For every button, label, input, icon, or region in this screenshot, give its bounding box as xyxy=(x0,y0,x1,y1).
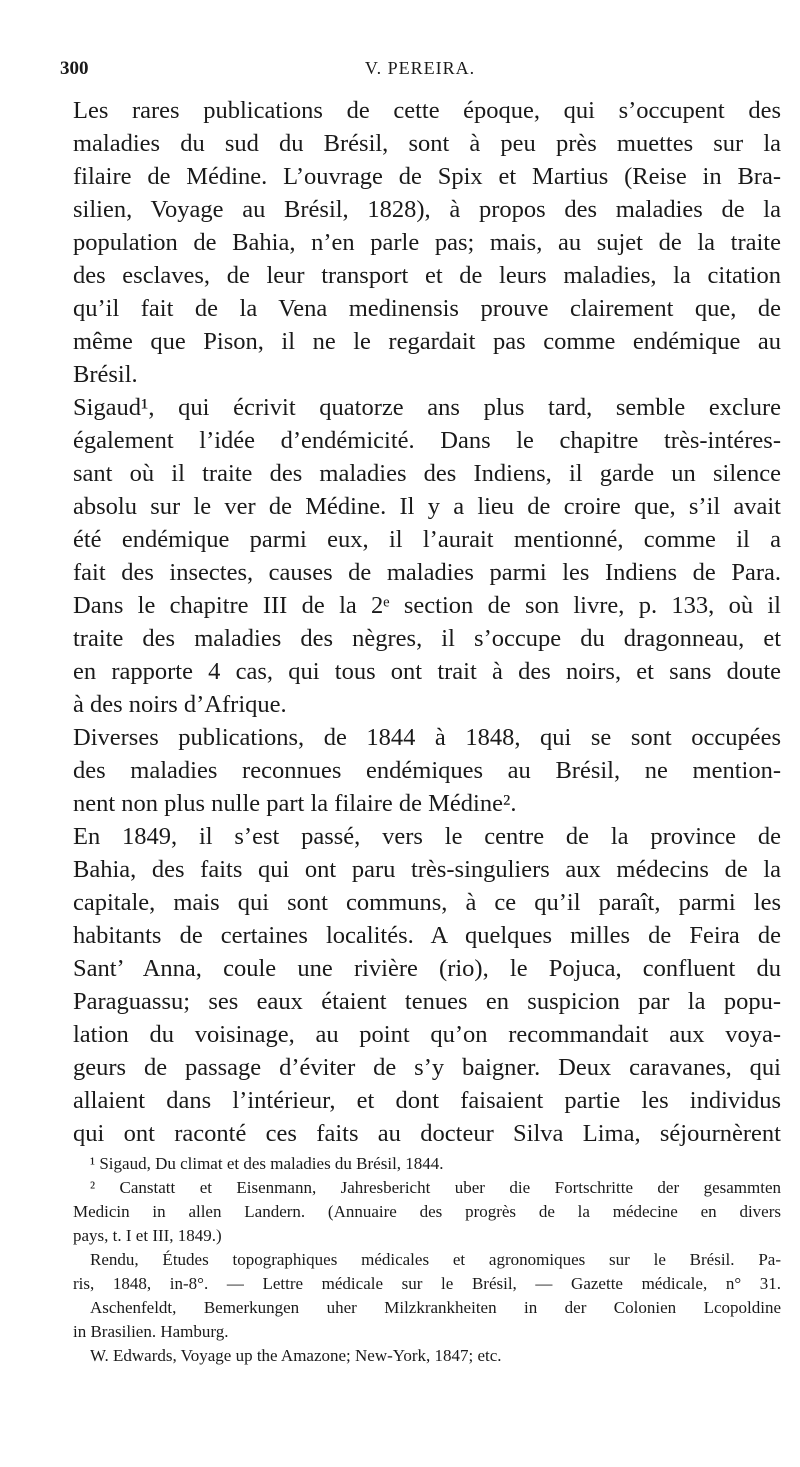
page-number: 300 xyxy=(60,58,89,79)
body-line: nent non plus nulle part la filaire de Médine². xyxy=(73,790,517,817)
page-header xyxy=(60,58,780,88)
body-line: en rapporte 4 cas, qui tous ont trait à des noirs, et sans doute xyxy=(73,658,781,685)
body-line: Sigaud¹, qui écrivit quatorze ans plus tard, semble exclure xyxy=(73,394,781,421)
body-line: allaient dans l’intérieur, et dont faisaient partie les individus xyxy=(73,1087,781,1114)
body-line: à des noirs d’Afrique. xyxy=(73,691,287,718)
body-line: qui ont raconté ces faits au docteur Silva Lima, séjournèrent xyxy=(73,1120,781,1147)
body-line: Dans le chapitre III de la 2ᵉ section de son livre, p. 133, où il xyxy=(73,592,781,619)
body-line: En 1849, il s’est passé, vers le centre de la province de xyxy=(73,823,781,850)
body-line: Sant’ Anna, coule une rivière (rio), le Pojuca, confluent du xyxy=(73,955,781,982)
body-line: population de Bahia, n’en parle pas; mais, au sujet de la traite xyxy=(73,229,781,256)
running-head: V. PEREIRA. xyxy=(364,58,476,78)
body-line: Paraguassu; ses eaux étaient tenues en suspicion par la popu- xyxy=(73,988,781,1015)
footnote-line: Medicin in allen Landern. (Annuaire des progrès de la médecine en divers xyxy=(73,1202,781,1221)
footnote-line: ris, 1848, in-8°. — Lettre médicale sur le Brésil, — Gazette médicale, n° 31. xyxy=(73,1274,781,1293)
footnote-line: pays, t. I et III, 1849.) xyxy=(73,1226,222,1245)
body-line: traite des maladies des nègres, il s’occupe du dragonneau, et xyxy=(73,625,781,652)
body-line: maladies du sud du Brésil, sont à peu près muettes sur la xyxy=(73,130,781,157)
body-line: des maladies reconnues endémiques au Brésil, ne mention- xyxy=(73,757,781,784)
body-line: lation du voisinage, au point qu’on recommandait aux voya- xyxy=(73,1021,781,1048)
body-line: Bahia, des faits qui ont paru très-singuliers aux médecins de la xyxy=(73,856,781,883)
body-line: absolu sur le ver de Médine. Il y a lieu de croire que, s’il avait xyxy=(73,493,781,520)
body-line: capitale, mais qui sont communs, à ce qu’il paraît, parmi les xyxy=(73,889,781,916)
body-line: geurs de passage d’éviter de s’y baigner. Deux caravanes, qui xyxy=(73,1054,781,1081)
body-line: habitants de certaines localités. A quelques milles de Feira de xyxy=(73,922,781,949)
body-line: fait des insectes, causes de maladies parmi les Indiens de Para. xyxy=(73,559,781,586)
footnote-line: in Brasilien. Hamburg. xyxy=(73,1322,229,1341)
body-line: même que Pison, il ne le regardait pas comme endémique au xyxy=(73,328,781,355)
body-line: Brésil. xyxy=(73,361,138,388)
body-line: Diverses publications, de 1844 à 1848, qui se sont occupées xyxy=(73,724,781,751)
footnote-line: Aschenfeldt, Bemerkungen uher Milzkrankheiten in der Colonien Lcopoldine xyxy=(90,1298,781,1317)
body-line: des esclaves, de leur transport et de leurs maladies, la citation xyxy=(73,262,781,289)
body-line: filaire de Médine. L’ouvrage de Spix et Martius (Reise in Bra- xyxy=(73,163,781,190)
footnote-line: ² Canstatt et Eisenmann, Jahresbericht uber die Fortschritte der gesammten xyxy=(90,1178,781,1197)
footnote-line: Rendu, Études topographiques médicales et agronomiques sur le Brésil. Pa- xyxy=(90,1250,781,1269)
body-line: Les rares publications de cette époque, qui s’occupent des xyxy=(73,97,781,124)
body-line: été endémique parmi eux, il l’aurait mentionné, comme il a xyxy=(73,526,781,553)
body-line: sant où il traite des maladies des Indiens, il garde un silence xyxy=(73,460,781,487)
body-line: qu’il fait de la Vena medinensis prouve clairement que, de xyxy=(73,295,781,322)
footnote-line: W. Edwards, Voyage up the Amazone; New-York, 1847; etc. xyxy=(90,1346,502,1365)
body-line: silien, Voyage au Brésil, 1828), à propos des maladies de la xyxy=(73,196,781,223)
footnote-line: ¹ Sigaud, Du climat et des maladies du Brésil, 1844. xyxy=(90,1154,444,1173)
body-line: également l’idée d’endémicité. Dans le chapitre très-intéres- xyxy=(73,427,781,454)
